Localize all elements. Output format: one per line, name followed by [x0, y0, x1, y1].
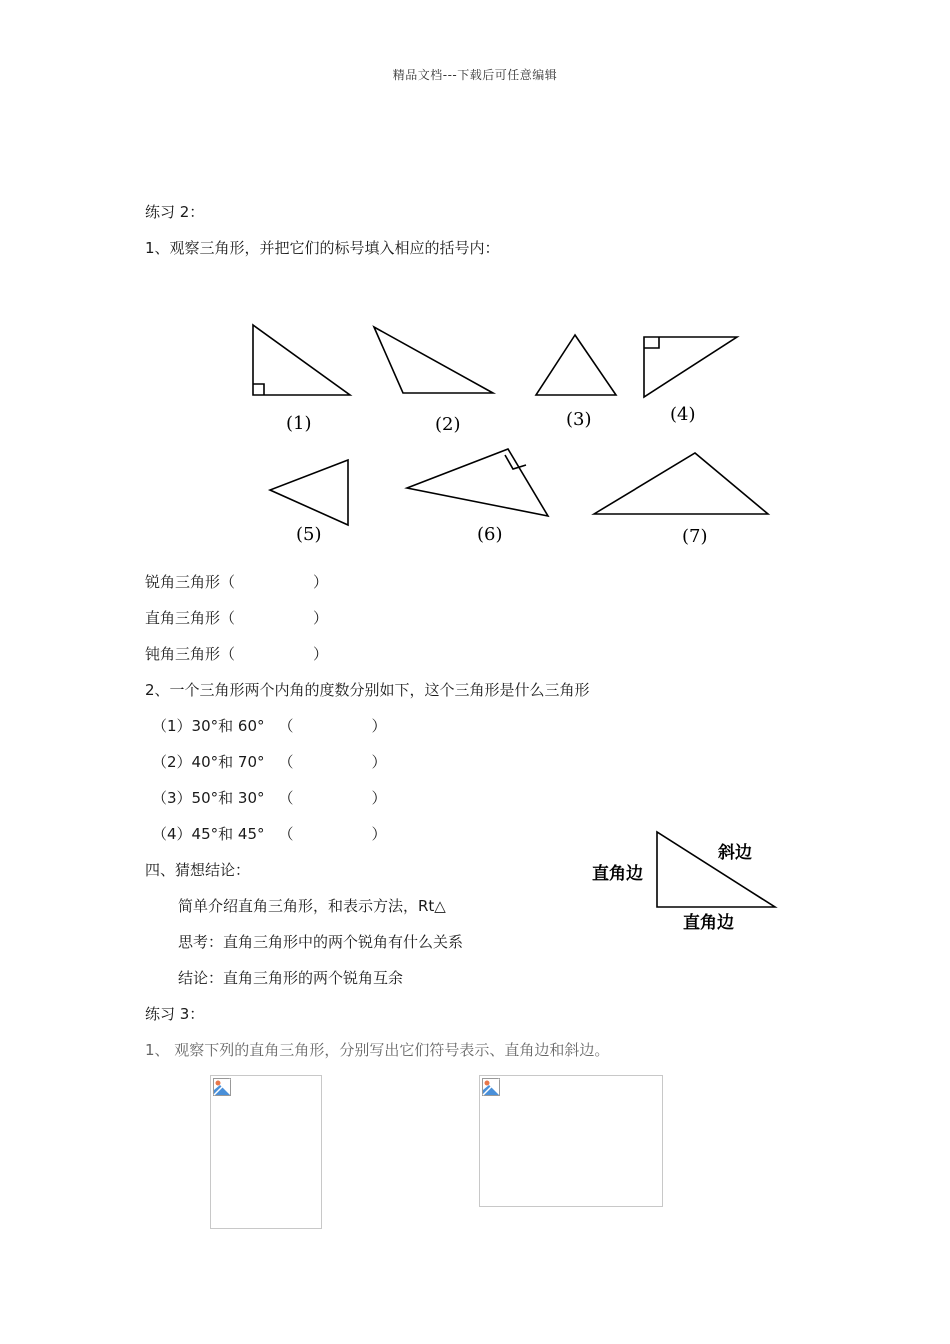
exercise-2-question-2: 2、一个三角形两个内角的度数分别如下，这个三角形是什么三角形: [145, 681, 590, 699]
triangles-svg: [240, 315, 780, 550]
angle-item-4-close: ）: [371, 825, 387, 843]
triangle-label-6: (6): [477, 524, 503, 545]
exercise-2-question-1: 1、观察三角形，并把它们的标号填入相应的括号内：: [145, 239, 500, 257]
acute-close: ）: [313, 573, 329, 591]
image-placeholder-2: [479, 1075, 663, 1207]
angle-item-3-text: （3）50°和 30°: [152, 789, 265, 807]
angle-item-1: [152, 716, 387, 736]
hypotenuse-label: 斜边: [718, 843, 752, 863]
exercise-3-question-1: 1、 观察下列的直角三角形，分别写出它们符号表示、直角边和斜边。: [145, 1041, 610, 1059]
triangle-2: [374, 327, 493, 393]
angle-item-4-open: （: [278, 825, 294, 843]
conclusion-line-1: 简单介绍直角三角形，和表示方法，Rt△: [178, 897, 446, 915]
angle-item-2-close: ）: [371, 753, 387, 771]
angle-item-2-text: （2）40°和 70°: [152, 753, 265, 771]
triangle-5: [270, 460, 348, 525]
angle-item-3-close: ）: [371, 789, 387, 807]
exercise-2-title: 练习 2：: [145, 203, 205, 221]
right-angle-mark-1: [253, 384, 264, 395]
triangle-label-7: (7): [682, 526, 708, 547]
right-triangle-figure: [588, 825, 788, 944]
leg-bottom-label: 直角边: [683, 913, 734, 933]
right-close: ）: [313, 609, 329, 627]
obtuse-triangle-row: [145, 644, 328, 664]
angle-item-1-close: ）: [371, 717, 387, 735]
angle-item-3: [152, 788, 387, 808]
angle-item-4-text: （4）45°和 45°: [152, 825, 265, 843]
triangle-label-3: (3): [566, 409, 592, 430]
obtuse-close: ）: [313, 645, 329, 663]
triangle-6: [407, 449, 548, 516]
right-triangle-shape: [657, 832, 775, 907]
acute-triangle-row: [145, 572, 328, 592]
conclusion-line-2: 思考：直角三角形中的两个锐角有什么关系: [178, 933, 464, 951]
right-triangle-row: [145, 608, 328, 628]
conclusion-line-3: 结论：直角三角形的两个锐角互余: [178, 969, 404, 987]
angle-item-2: [152, 752, 387, 772]
broken-image-icon: [213, 1078, 231, 1096]
triangle-label-5: (5): [296, 524, 322, 545]
triangles-figure: [240, 315, 780, 554]
exercise-3-title: 练习 3：: [145, 1005, 205, 1023]
triangle-label-4: (4): [670, 404, 696, 425]
page-header: 精品文档---下载后可任意编辑: [392, 68, 558, 82]
triangle-7: [594, 453, 768, 514]
right-angle-mark-4: [644, 337, 659, 348]
image-placeholder-1: [210, 1075, 322, 1229]
conclusion-title: 四、猜想结论：: [145, 861, 251, 879]
angle-item-2-open: （: [278, 753, 294, 771]
triangle-3: [536, 335, 616, 395]
broken-image-icon: [482, 1078, 500, 1096]
right-label: 直角三角形（: [145, 609, 236, 627]
triangle-label-1: (1): [286, 413, 312, 434]
angle-item-3-open: （: [278, 789, 294, 807]
leg-left-label: 直角边: [592, 864, 643, 884]
angle-item-1-text: （1）30°和 60°: [152, 717, 265, 735]
triangle-1: [253, 325, 350, 395]
obtuse-label: 钝角三角形（: [145, 645, 236, 663]
angle-item-1-open: （: [278, 717, 294, 735]
triangle-label-2: (2): [435, 414, 461, 435]
triangle-4: [644, 337, 737, 397]
right-triangle-svg: [588, 825, 788, 940]
acute-label: 锐角三角形（: [145, 573, 236, 591]
angle-item-4: [152, 824, 387, 844]
